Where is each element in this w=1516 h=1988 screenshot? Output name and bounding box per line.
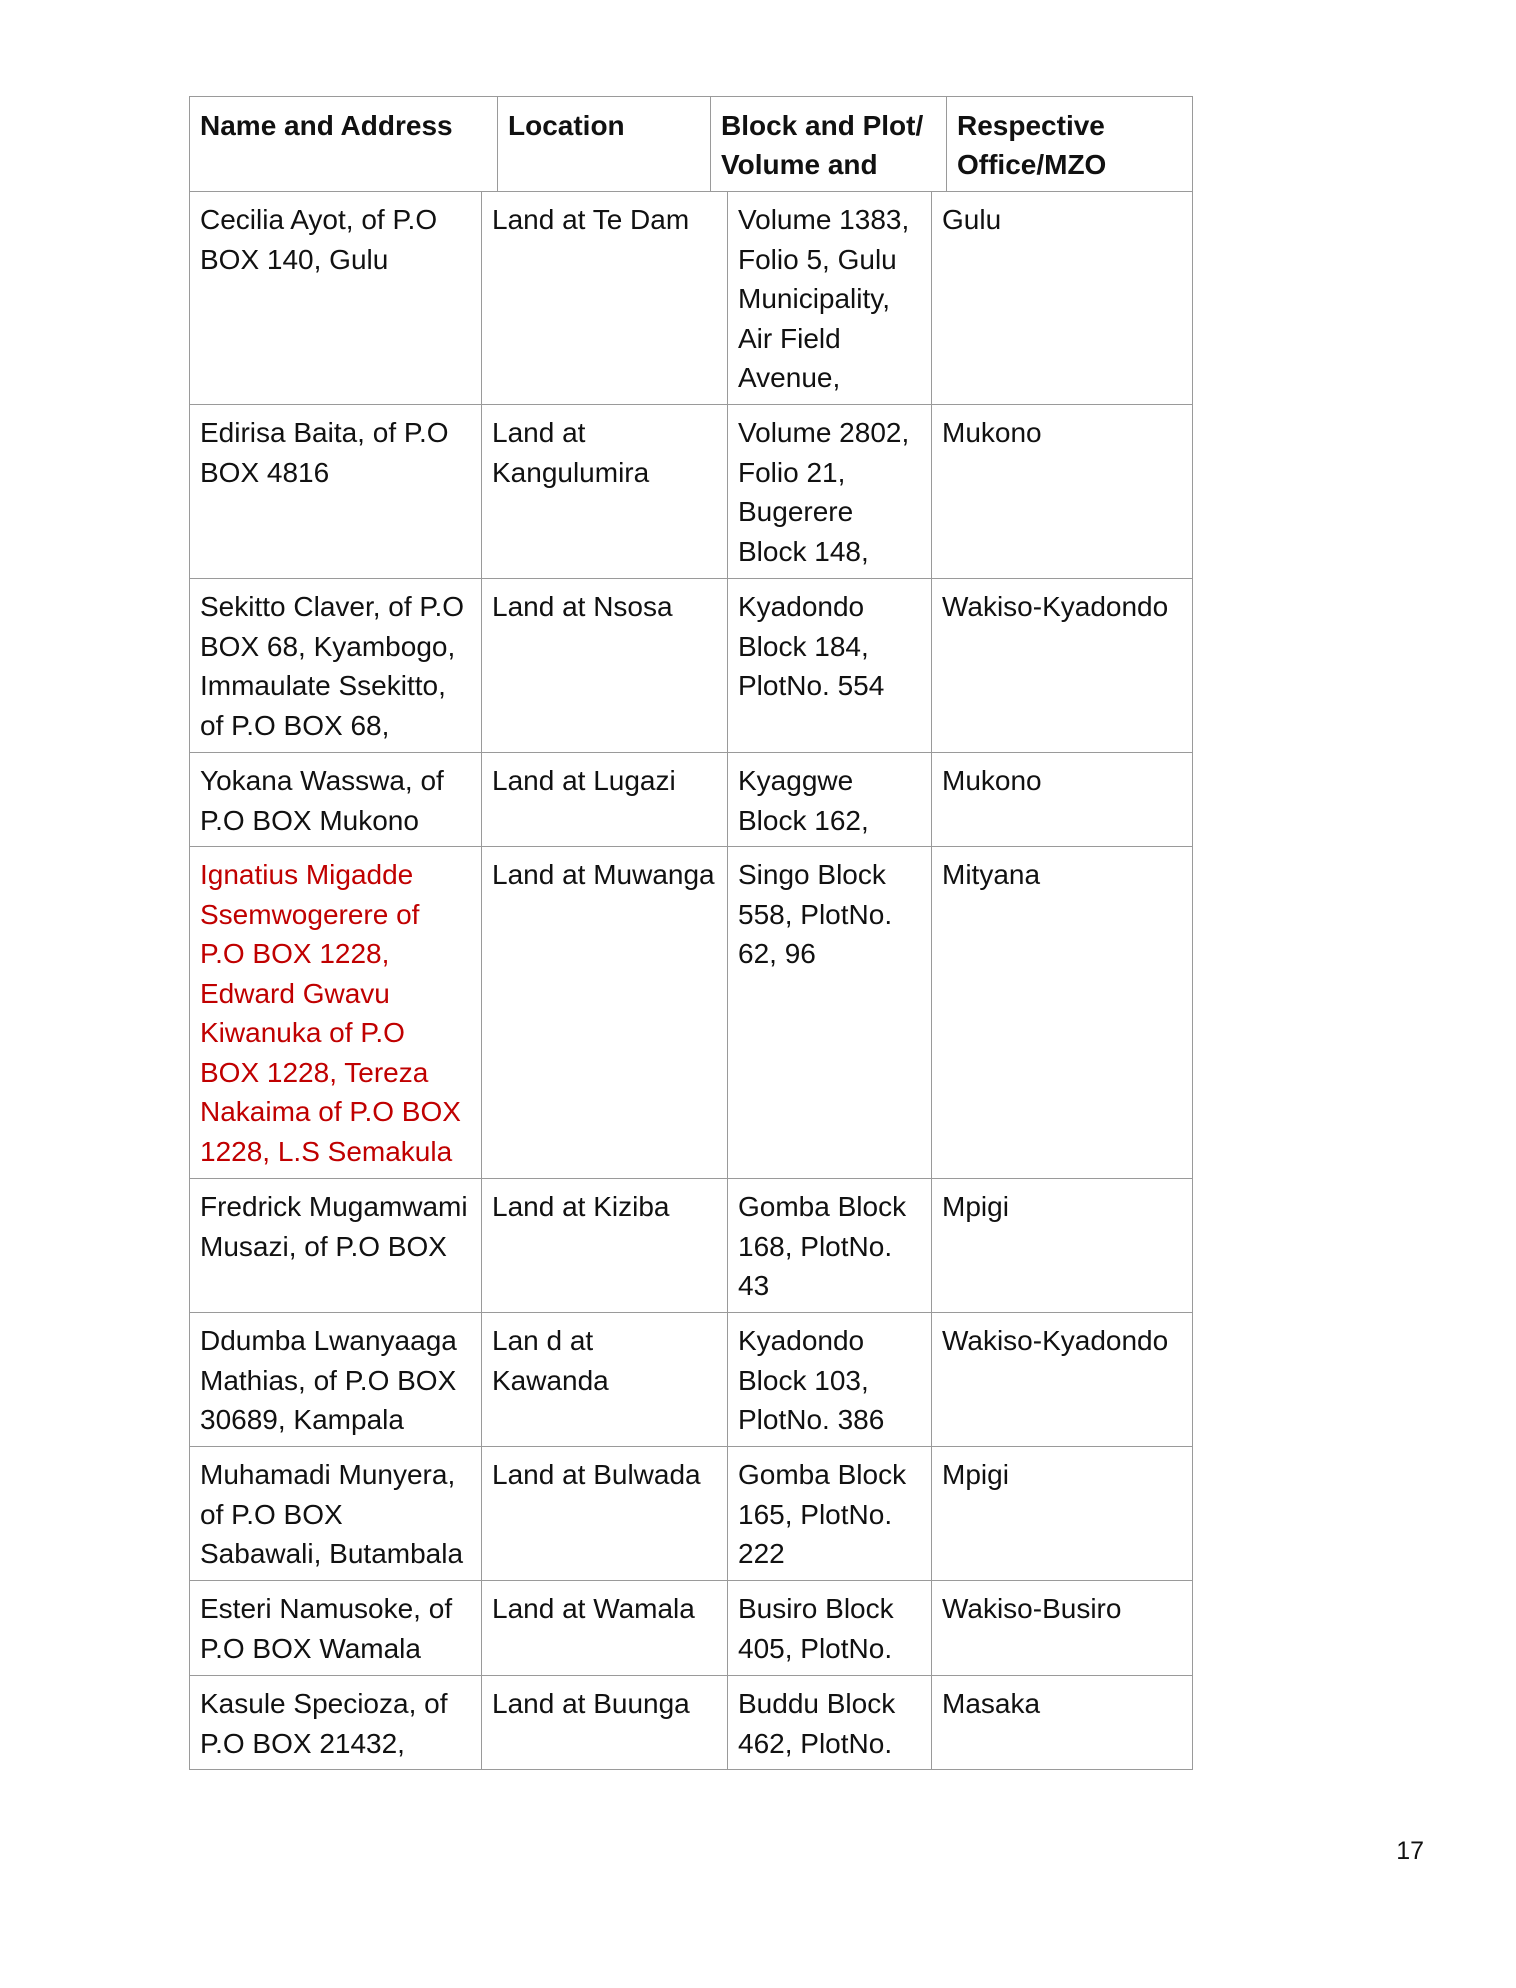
cell-office: Masaka	[931, 1676, 1193, 1769]
table-row	[189, 1580, 1193, 1675]
cell-office: Wakiso-Kyadondo	[931, 1313, 1193, 1446]
cell-location: Land at Lugazi	[481, 753, 727, 846]
cell-office: Mpigi	[931, 1179, 1193, 1312]
table-row	[189, 1675, 1193, 1770]
cell-name-address: Sekitto Claver, of P.O BOX 68, Kyambogo, Immaulate Ssekitto, of P.O BOX 68,	[200, 591, 465, 741]
cell-location: Land at Nsosa	[481, 579, 727, 752]
cell-office: Wakiso-Busiro	[931, 1581, 1193, 1675]
cell-block-plot: Gomba Block 165, PlotNo. 222	[727, 1447, 931, 1580]
cell-block-plot: Volume 2802, Folio 21, Bugerere Block 148,	[727, 405, 931, 578]
cell-location: Land at Te Dam	[481, 192, 727, 404]
cell-block-plot: Buddu Block 462, PlotNo.	[727, 1676, 931, 1769]
cell-location: Land at Kiziba	[481, 1179, 727, 1312]
table-row	[189, 578, 1193, 752]
cell-block-plot: Gomba Block 168, PlotNo. 43	[727, 1179, 931, 1312]
cell-office: Wakiso-Kyadondo	[931, 579, 1193, 752]
cell-location: Land at Buunga	[481, 1676, 727, 1769]
header-location: Location	[497, 97, 710, 191]
cell-location: Land at Kangulumira	[481, 405, 727, 578]
cell-name-address: Yokana Wasswa, of P.O BOX Mukono	[200, 765, 444, 836]
cell-location: Lan d at Kawanda	[481, 1313, 727, 1446]
header-office: Respective Office/MZO	[946, 97, 1193, 191]
cell-block-plot: Busiro Block 405, PlotNo.	[727, 1581, 931, 1675]
cell-name-address-highlighted: Ignatius Migadde Ssemwogerere of P.O BOX 1228, Edward Gwavu Kiwanuka of P.O BOX 1228, Tereza Nakaima of P.O BOX 1228, L.S Semakula	[200, 859, 461, 1167]
cell-location: Land at Wamala	[481, 1581, 727, 1675]
header-block-plot: Block and Plot/ Volume and	[710, 97, 946, 191]
cell-name-address: Edirisa Baita, of P.O BOX 4816	[200, 417, 449, 488]
cell-office: Mpigi	[931, 1447, 1193, 1580]
cell-block-plot: Singo Block 558, PlotNo. 62, 96	[727, 847, 931, 1178]
table-row	[189, 1312, 1193, 1446]
cell-name-address: Ddumba Lwanyaaga Mathias, of P.O BOX 30689, Kampala	[200, 1325, 457, 1435]
page-number: 17	[1396, 1837, 1424, 1865]
table-row	[189, 1446, 1193, 1580]
table-row	[189, 1178, 1193, 1312]
table-row	[189, 404, 1193, 578]
cell-name-address: Fredrick Mugamwami Musazi, of P.O BOX	[200, 1191, 468, 1262]
land-records-table	[189, 96, 1193, 1770]
header-name-address: Name and Address	[200, 110, 453, 141]
table-row	[189, 846, 1193, 1178]
table-row	[189, 752, 1193, 846]
cell-office: Gulu	[931, 192, 1193, 404]
table-row	[189, 191, 1193, 404]
cell-name-address: Esteri Namusoke, of P.O BOX Wamala	[200, 1593, 453, 1664]
cell-office: Mukono	[931, 753, 1193, 846]
cell-location: Land at Muwanga	[481, 847, 727, 1178]
cell-name-address: Kasule Specioza, of P.O BOX 21432,	[200, 1688, 448, 1759]
cell-name-address: Cecilia Ayot, of P.O BOX 140, Gulu	[200, 204, 438, 275]
cell-block-plot: Volume 1383, Folio 5, Gulu Municipality, Air Field Avenue,	[727, 192, 931, 404]
cell-office: Mityana	[931, 847, 1193, 1178]
cell-block-plot: Kyaggwe Block 162,	[727, 753, 931, 846]
cell-location: Land at Bulwada	[481, 1447, 727, 1580]
cell-block-plot: Kyadondo Block 103, PlotNo. 386	[727, 1313, 931, 1446]
cell-block-plot: Kyadondo Block 184, PlotNo. 554	[727, 579, 931, 752]
cell-office: Mukono	[931, 405, 1193, 578]
cell-name-address: Muhamadi Munyera, of P.O BOX Sabawali, Butambala	[200, 1459, 464, 1569]
table-header-row	[189, 96, 1193, 191]
